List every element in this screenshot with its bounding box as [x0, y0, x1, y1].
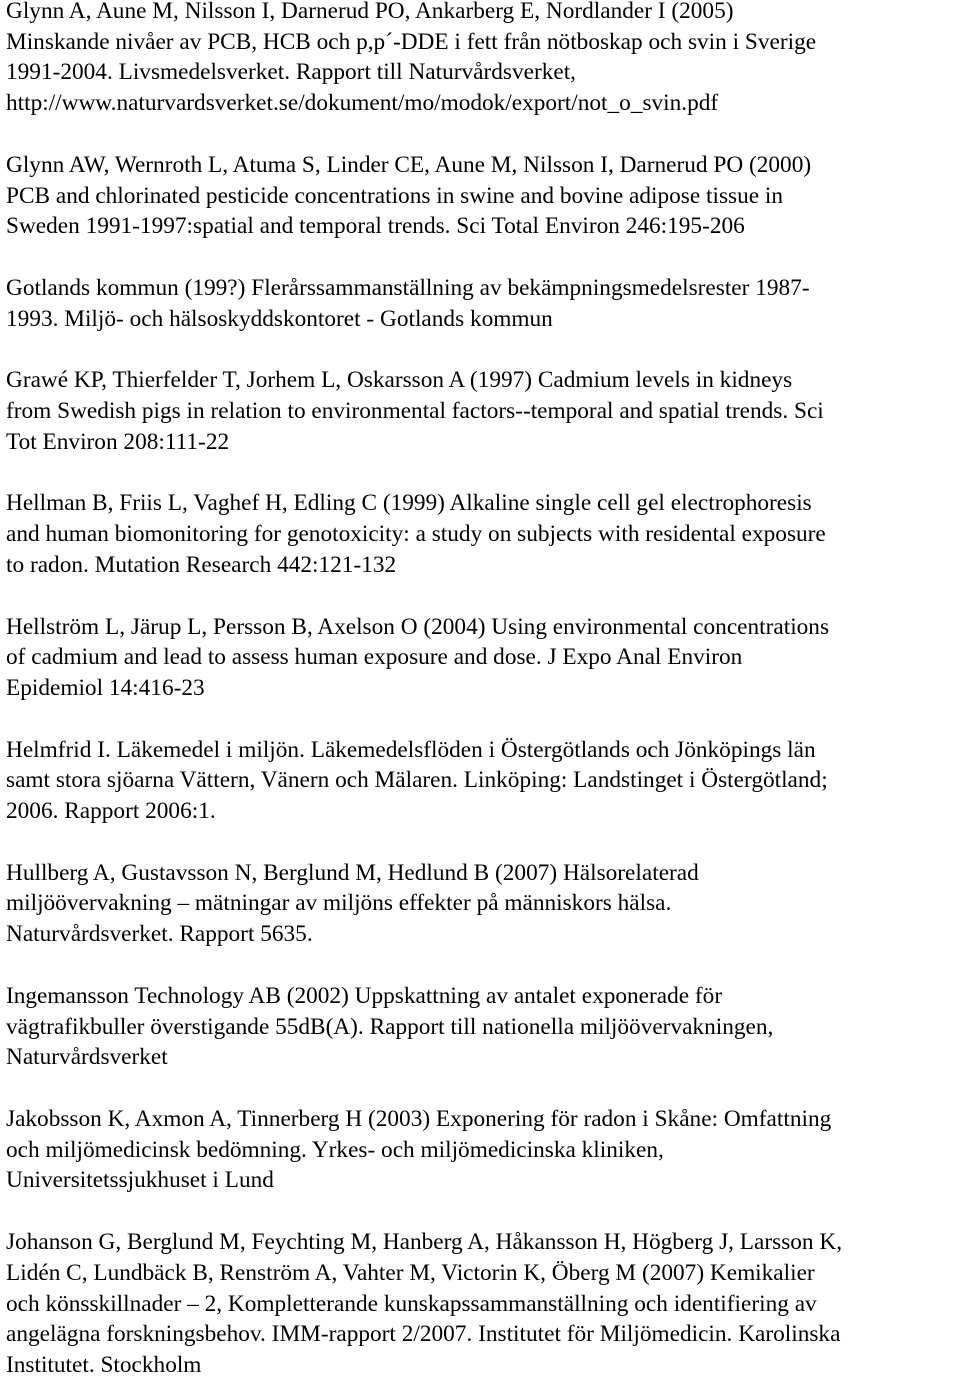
reference-line: 1993. Miljö- och hälsoskyddskontoret - Gotlands kommun	[6, 305, 553, 332]
reference-ingemansson-2002	[6, 981, 956, 1073]
reference-glynn-2000	[6, 150, 956, 242]
reference-gotlands-kommun	[6, 273, 956, 334]
reference-line: Epidemiol 14:416-23	[6, 674, 205, 701]
reference-glynn-2005	[6, 0, 956, 119]
reference-line: PCB and chlorinated pesticide concentrations in swine and bovine adipose tissue in	[6, 182, 784, 209]
reference-line: samt stora sjöarna Vättern, Vänern och Mälaren. Linköping: Landstinget i Östergötland;	[6, 767, 828, 794]
reference-line: to radon. Mutation Research 442:121-132	[6, 551, 397, 578]
reference-line: Gotlands kommun (199?) Flerårssammanställning av bekämpningsmedelsrester 1987-	[6, 274, 810, 301]
reference-line: Universitetssjukhuset i Lund	[6, 1167, 274, 1194]
reference-johanson-2007	[6, 1227, 956, 1381]
reference-line: Hellman B, Friis L, Vaghef H, Edling C (1999) Alkaline single cell gel electrophoresis	[6, 490, 812, 517]
reference-hellman-1999	[6, 488, 956, 580]
reference-line: of cadmium and lead to assess human exposure and dose. J Expo Anal Environ	[6, 644, 743, 671]
reference-line: Institutet. Stockholm	[6, 1351, 202, 1378]
reference-line: Tot Environ 208:111-22	[6, 428, 230, 455]
reference-line: Sweden 1991-1997:spatial and temporal trends. Sci Total Environ 246:195-206	[6, 213, 745, 240]
reference-helmfrid-2006	[6, 735, 956, 827]
reference-line: Grawé KP, Thierfelder T, Jorhem L, Oskarsson A (1997) Cadmium levels in kidneys	[6, 367, 793, 394]
reference-hellstrom-2004	[6, 612, 956, 704]
reference-line: Jakobsson K, Axmon A, Tinnerberg H (2003) Exponering för radon i Skåne: Omfattning	[6, 1105, 832, 1132]
reference-line: Hellström L, Järup L, Persson B, Axelson O (2004) Using environmental concentrations	[6, 613, 830, 640]
reference-line: and human biomonitoring for genotoxicity: a study on subjects with residental exposure	[6, 521, 826, 548]
reference-line: miljöövervakning – mätningar av miljöns effekter på människors hälsa.	[6, 890, 672, 917]
reference-line: Ingemansson Technology AB (2002) Uppskattning av antalet exponerade för	[6, 982, 723, 1009]
reference-line: vägtrafikbuller överstigande 55dB(A). Rapport till nationella miljöövervakningen,	[6, 1013, 774, 1040]
reference-line: Naturvårdsverket	[6, 1044, 168, 1071]
reference-jakobsson-2003	[6, 1104, 956, 1196]
reference-line: Johanson G, Berglund M, Feychting M, Hanberg A, Håkansson H, Högberg J, Larsson K,	[6, 1229, 843, 1256]
reference-line: from Swedish pigs in relation to environmental factors--temporal and spatial trends. Sci	[6, 398, 824, 425]
reference-line: och miljömedicinsk bedömning. Yrkes- och miljömedicinska kliniken,	[6, 1136, 664, 1163]
reference-line: Minskande nivåer av PCB, HCB och p,p´-DDE i fett från nötboskap och svin i Sverige	[6, 28, 817, 55]
reference-line: Naturvårdsverket. Rapport 5635.	[6, 921, 313, 948]
reference-line: Glynn AW, Wernroth L, Atuma S, Linder CE, Aune M, Nilsson I, Darnerud PO (2000)	[6, 151, 812, 178]
reference-line: och könsskillnader – 2, Kompletterande kunskapssammanställning och identifiering av	[6, 1290, 817, 1317]
reference-grawe-1997	[6, 365, 956, 457]
reference-line: 2006. Rapport 2006:1.	[6, 798, 216, 825]
reference-line: Glynn A, Aune M, Nilsson I, Darnerud PO, Ankarberg E, Nordlander I (2005)	[6, 0, 734, 24]
reference-line: 1991-2004. Livsmedelsverket. Rapport till Naturvårdsverket,	[6, 59, 576, 86]
reference-hullberg-2007	[6, 858, 956, 950]
reference-line: Lidén C, Lundbäck B, Renström A, Vahter M, Victorin K, Öberg M (2007) Kemikalier	[6, 1259, 815, 1286]
reference-line: Hullberg A, Gustavsson N, Berglund M, Hedlund B (2007) Hälsorelaterad	[6, 859, 699, 886]
reference-url-line: http://www.naturvardsverket.se/dokument/mo/modok/export/not_o_svin.pdf	[6, 90, 719, 117]
reference-line: Helmfrid I. Läkemedel i miljön. Läkemedelsflöden i Östergötlands och Jönköpings län	[6, 736, 816, 763]
reference-line: angelägna forskningsbehov. IMM-rapport 2/2007. Institutet för Miljömedicin. Karolinska	[6, 1321, 841, 1348]
reference-list	[6, 0, 956, 1381]
